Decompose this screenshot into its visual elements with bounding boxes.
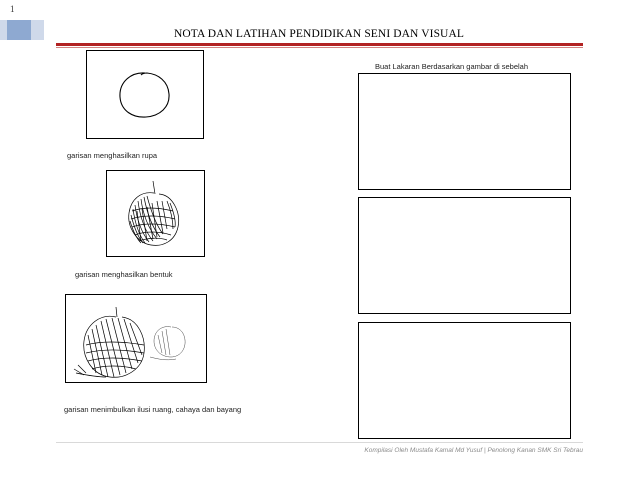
title-rule [56,43,583,46]
page-title: NOTA DAN LATIHAN PENDIDIKAN SENI DAN VISUAL [173,28,464,40]
two-apples-sketch [66,295,206,382]
caption-bentuk: garisan menghasilkan bentuk [75,270,173,279]
sketch-box-2[interactable] [358,197,571,314]
sketch-box-3[interactable] [358,322,571,439]
title-rule-thin [56,47,583,48]
example-frame-ilusi [65,294,207,383]
example-frame-rupa [86,50,204,139]
circle-line-drawing [87,51,203,138]
footer-text: Kompilasi Oleh Mustafa Kamal Md Yusuf | Penolong Kanan SMK Sri Tebrau [364,447,583,454]
shaded-apple-sketch [107,171,204,256]
sketch-box-1[interactable] [358,73,571,190]
footer-rule [56,442,583,443]
caption-ilusi: garisan menimbulkan ilusi ruang, cahaya dan bayang [64,405,242,414]
caption-rupa: garisan menghasilkan rupa [67,151,158,160]
page-number: 1 [10,4,15,14]
instruction-text: Buat Lakaran Berdasarkan gambar di sebelah [375,62,529,71]
example-frame-bentuk [106,170,205,257]
